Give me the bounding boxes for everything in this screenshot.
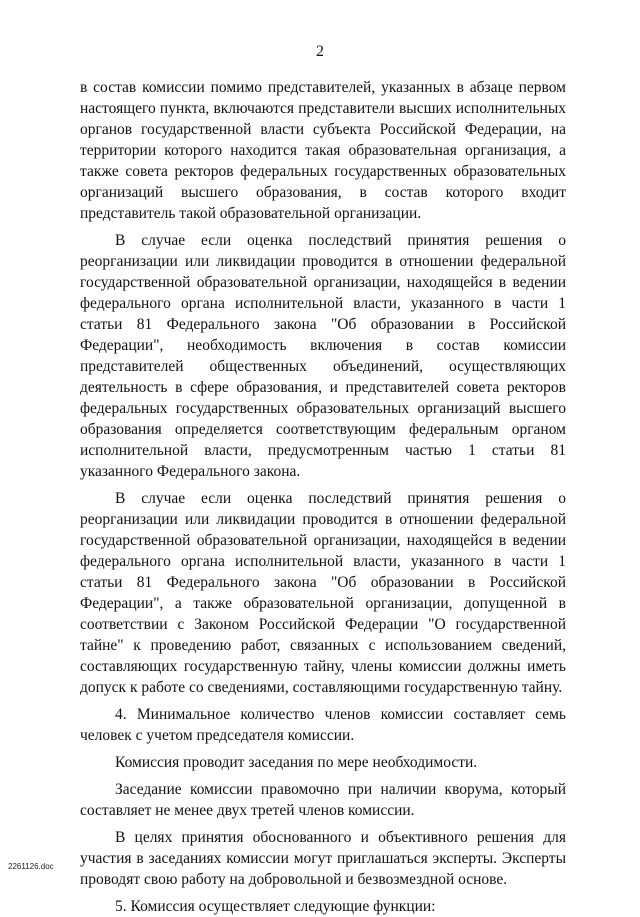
paragraph-functions: 5. Комиссия осуществляет следующие функции: bbox=[115, 898, 436, 915]
paragraph-federal-organization-case: В случае если оценка последствий принятия решения о реорганизации или ликвидации проводится в отношении федеральной государственной образовательной организации, находящейся в ведении федерального органа исполнительной власти, указанного в части 1 статьи 81 Федерального закона "Об образовании в Российской Федерации", необходимость включения в состав комиссии представителей общественных объединений, осуществляющих деятельность в сфере образования, и представителей совета ректоров федеральных государственных образовательных организаций высшего образования определяется соответствующим федеральным органом исполнительной власти, предусмотренным частью 1 статьи 81 указанного Федерального закона. bbox=[80, 232, 566, 480]
paragraph-meetings: Комиссия проводит заседания по мере необходимости. bbox=[115, 754, 478, 771]
paragraph-experts: В целях принятия обоснованного и объективного решения для участия в заседаниях комиссии могут приглашаться эксперты. Эксперты проводят свою работу на добровольной и безвозмездной основе. bbox=[80, 829, 566, 888]
paragraph-state-secret-case: В случае если оценка последствий принятия решения о реорганизации или ликвидации проводится в отношении федеральной государственной образовательной организации, находящейся в ведении федерального органа исполнительной власти, указанного в части 1 статьи 81 Федерального закона "Об образовании в Российской Федерации", а также образовательной организации, допущенной в соответствии с Законом Российской Федерации "О государственной тайне" к проведению работ, связанных с использованием сведений, составляющих государственную тайну, члены комиссии должны иметь допуск к работе со сведениями, составляющими государственную тайну. bbox=[80, 490, 566, 696]
file-name-footer: 2261126.doc bbox=[8, 862, 54, 871]
paragraph-commission-composition: в состав комиссии помимо представителей, указанных в абзаце первом настоящего пункта, включаются представители высших исполнительных органов государственной власти субъекта Российской Федерации, на территории которого находится такая образовательная организация, а также совета ректоров федеральных государственных образовательных организаций высшего образования, в состав которого входит представитель такой образовательной организации. bbox=[80, 79, 566, 222]
paragraph-minimum-members: 4. Минимальное количество членов комиссии составляет семь человек с учетом председателя комиссии. bbox=[80, 706, 566, 744]
paragraph-quorum: Заседание комиссии правомочно при наличии кворума, который составляет не менее двух третей членов комиссии. bbox=[80, 781, 566, 819]
document-body bbox=[80, 77, 566, 917]
page-number: 2 bbox=[316, 43, 324, 60]
